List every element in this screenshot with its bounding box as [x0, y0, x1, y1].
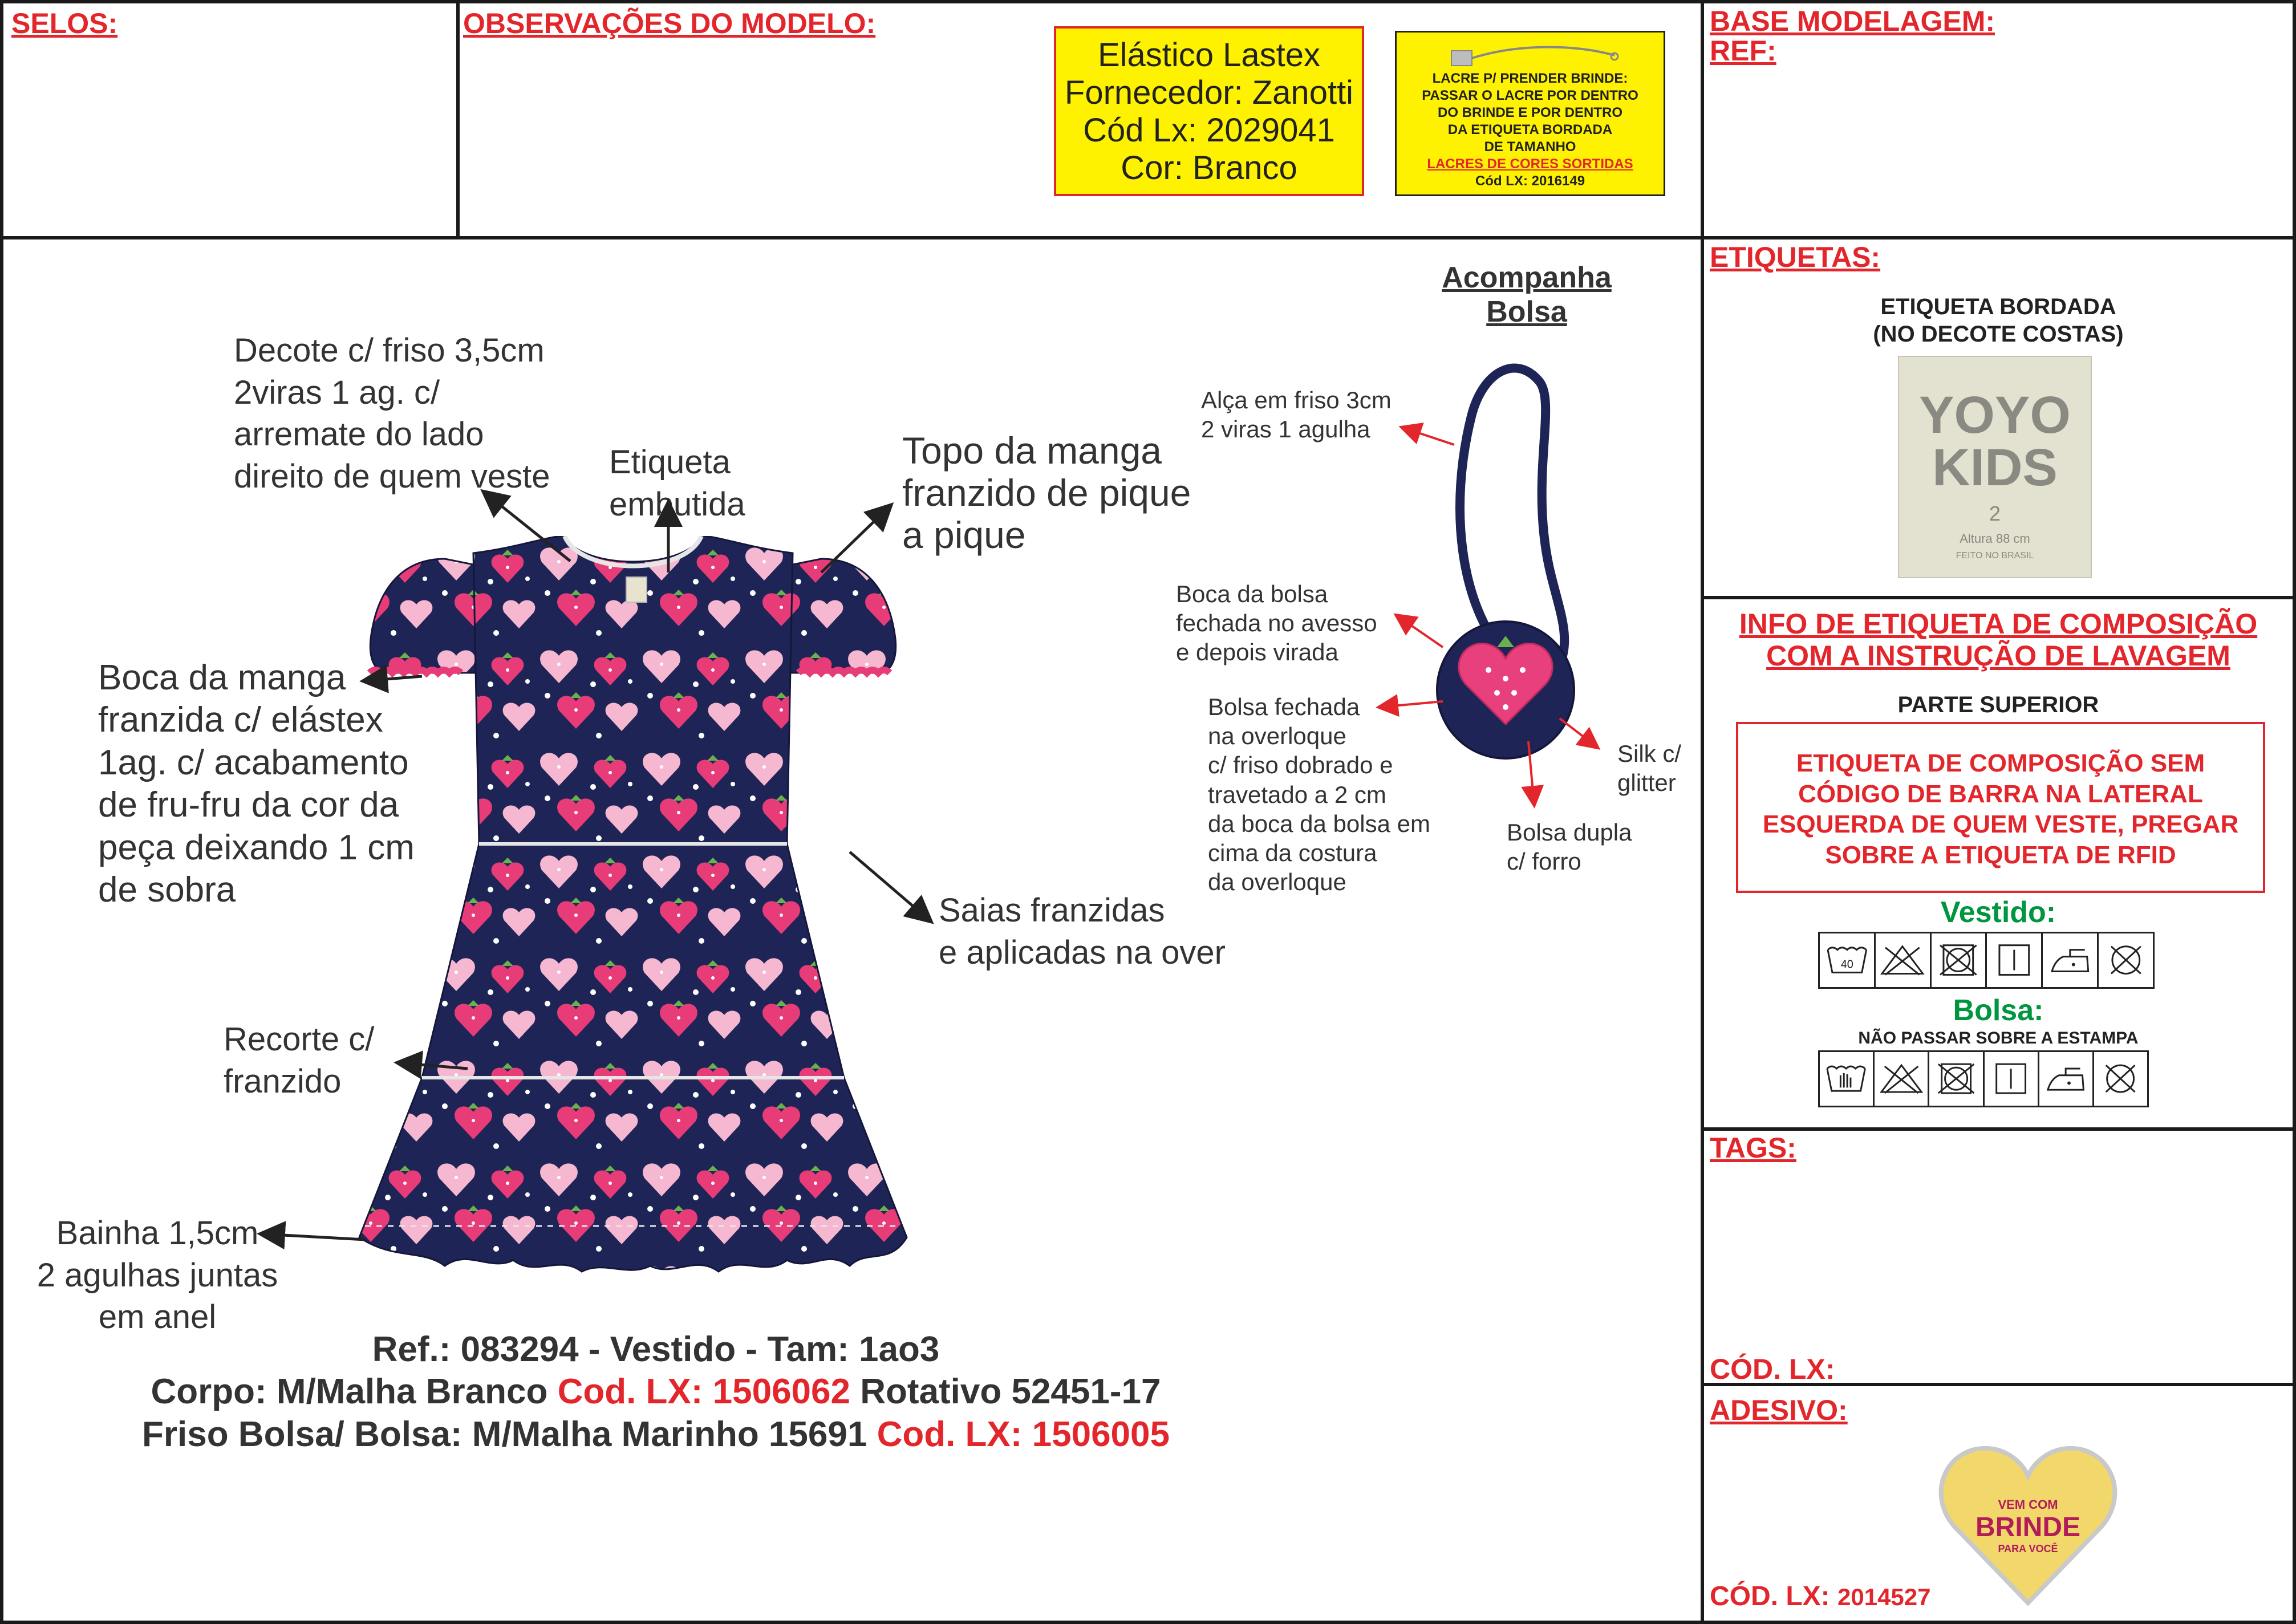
adesivo-cod: CÓD. LX: 2014527: [1710, 1581, 1931, 1611]
bag-note-mouth: Boca da bolsa fechada no avesso e depois virada: [1176, 580, 1377, 666]
elastic-line-2: Fornecedor: Zanotti: [1064, 74, 1354, 111]
note-label-embedded: Etiqueta embutida: [609, 444, 745, 523]
note-sleeve-top: Topo da manga franzido de pique a pique: [902, 429, 1191, 556]
brinde-sticker-heart-icon: [1937, 1440, 2119, 1611]
seal-line-5: DE TAMANHO: [1484, 139, 1576, 155]
no-bleach-icon: [1876, 933, 1932, 987]
note-hem: Bainha 1,5cm 2 agulhas juntas em anel: [36, 1215, 278, 1336]
tag-brand-line-1: YOYO: [1919, 386, 2071, 444]
embroidered-tag: [1898, 356, 2092, 578]
right-divider-2: [1701, 1127, 2296, 1131]
tags-label: TAGS:: [1710, 1132, 1796, 1164]
composicao-box: ETIQUETA DE COMPOSIÇÃO SEM CÓDIGO DE BARRA NA LATERAL ESQUERDA DE QUEM VESTE, PREGAR SOBRE A ETIQUETA DE RFID: [1736, 722, 2265, 893]
wash-40-icon: [1820, 933, 1876, 987]
bolsa-label: Bolsa:: [1953, 994, 2044, 1027]
etiquetas-label: ETIQUETAS:: [1710, 241, 1881, 273]
note-skirts: Saias franzidas e aplicadas na over: [939, 892, 1226, 971]
elastic-line-3: Cód Lx: 2029041: [1083, 112, 1335, 149]
no-dry-clean-icon: [2099, 933, 2153, 987]
bolsa-care-symbols: [1818, 1050, 2149, 1107]
parte-superior: PARTE SUPERIOR: [1897, 692, 2099, 717]
seal-line-4: DA ETIQUETA BORDADA: [1447, 122, 1613, 137]
tag-brand-line-2: KIDS: [1932, 439, 2058, 497]
tags-cod-label: CÓD. LX:: [1710, 1353, 1835, 1385]
right-divider-1: [1701, 596, 2296, 599]
composicao-title: INFO DE ETIQUETA DE COMPOSIÇÃO COM A INSTRUÇÃO DE LAVAGEM: [1739, 608, 2258, 672]
bag-note-silk: Silk c/ glitter: [1617, 740, 1682, 797]
vestido-label: Vestido:: [1940, 896, 2056, 929]
no-tumble-dry-icon-bag: [1929, 1052, 1984, 1106]
selos-label: SELOS:: [11, 7, 118, 39]
bag-note-strap: Alça em friso 3cm 2 viras 1 agulha: [1201, 387, 1392, 443]
seal-info-box: [1395, 31, 1665, 196]
bag-note-double: Bolsa dupla c/ forro: [1507, 819, 1632, 875]
note-cutout: Recorte c/ franzido: [224, 1021, 375, 1100]
tag-size: 2: [1989, 502, 2001, 525]
svg-text:40: 40: [1840, 958, 1853, 971]
seal-line-3: DO BRINDE E POR DENTRO: [1437, 105, 1623, 120]
no-dry-clean-icon-bag: [2094, 1052, 2147, 1106]
tag-height: Altura 88 cm: [1960, 531, 2030, 546]
bag-arrows: [1141, 342, 1711, 912]
elastic-line-4: Cor: Branco: [1121, 149, 1297, 186]
selos-divider: [456, 0, 460, 236]
seal-code: Cód LX: 2016149: [1475, 173, 1585, 189]
note-sleeve-mouth: Boca da manga franzida c/ elástex 1ag. c/ acabamento de fru-fru da cor da peça deixando 1 cm de sobra: [98, 658, 415, 910]
svg-text:PARA VOCÊ: PARA VOCÊ: [1998, 1543, 2058, 1554]
etiquetas-caption: ETIQUETA BORDADA (NO DECOTE COSTAS): [1873, 294, 2124, 347]
tag-made: FEITO NO BRASIL: [1956, 551, 2034, 561]
ref-label: REF:: [1710, 35, 1776, 67]
reference-line-1: Ref.: 083294 - Vestido - Tam: 1ao3: [372, 1330, 940, 1369]
bag-title: Acompanha Bolsa: [1442, 261, 1612, 328]
seal-line-2: PASSAR O LACRE POR DENTRO: [1422, 88, 1638, 103]
adesivo-label: ADESIVO:: [1710, 1394, 1848, 1426]
svg-text:VEM COM: VEM COM: [1998, 1497, 2058, 1512]
hand-wash-icon: [1820, 1052, 1875, 1106]
line-dry-icon: [1987, 933, 2043, 987]
seal-line-1: LACRE P/ PRENDER BRINDE:: [1432, 71, 1628, 86]
vestido-care-symbols: [1818, 932, 2155, 989]
bolsa-warning: NÃO PASSAR SOBRE A ESTAMPA: [1858, 1029, 2139, 1048]
elastic-info-box: [1054, 26, 1364, 196]
frame-right: [2293, 0, 2296, 1624]
frame-bottom: [0, 1621, 2296, 1624]
elastic-line-1: Elástico Lastex: [1097, 36, 1321, 74]
seal-highlight: LACRES DE CORES SORTIDAS: [1427, 156, 1633, 172]
bag-note-closed: Bolsa fechada na overloque c/ friso dobrado e travetado a 2 cm da boca da bolsa em cima da costura da overloque: [1208, 693, 1430, 896]
reference-block: [86, 1329, 1226, 1456]
reference-line-2: Corpo: M/Malha Branco Cod. LX: 1506062 Rotativo 52451-17: [151, 1372, 1161, 1412]
iron-low-icon-bag: [2039, 1052, 2094, 1106]
no-bleach-icon-bag: [1875, 1052, 1929, 1106]
svg-text:BRINDE: BRINDE: [1975, 1512, 2081, 1542]
line-dry-icon-bag: [1985, 1052, 2039, 1106]
no-tumble-dry-icon: [1932, 933, 1987, 987]
base-modelagem-label: BASE MODELAGEM:: [1710, 5, 1995, 37]
seal-icon: [1448, 38, 1619, 72]
frame-top: [0, 0, 2296, 3]
iron-low-icon: [2043, 933, 2099, 987]
reference-line-3: Friso Bolsa/ Bolsa: M/Malha Marinho 15691 Cod. LX: 1506005: [142, 1414, 1170, 1454]
observacoes-label: OBSERVAÇÕES DO MODELO:: [463, 7, 876, 39]
note-neckline: Decote c/ friso 3,5cm 2viras 1 ag. c/ arremate do lado direito de quem veste: [234, 332, 550, 495]
